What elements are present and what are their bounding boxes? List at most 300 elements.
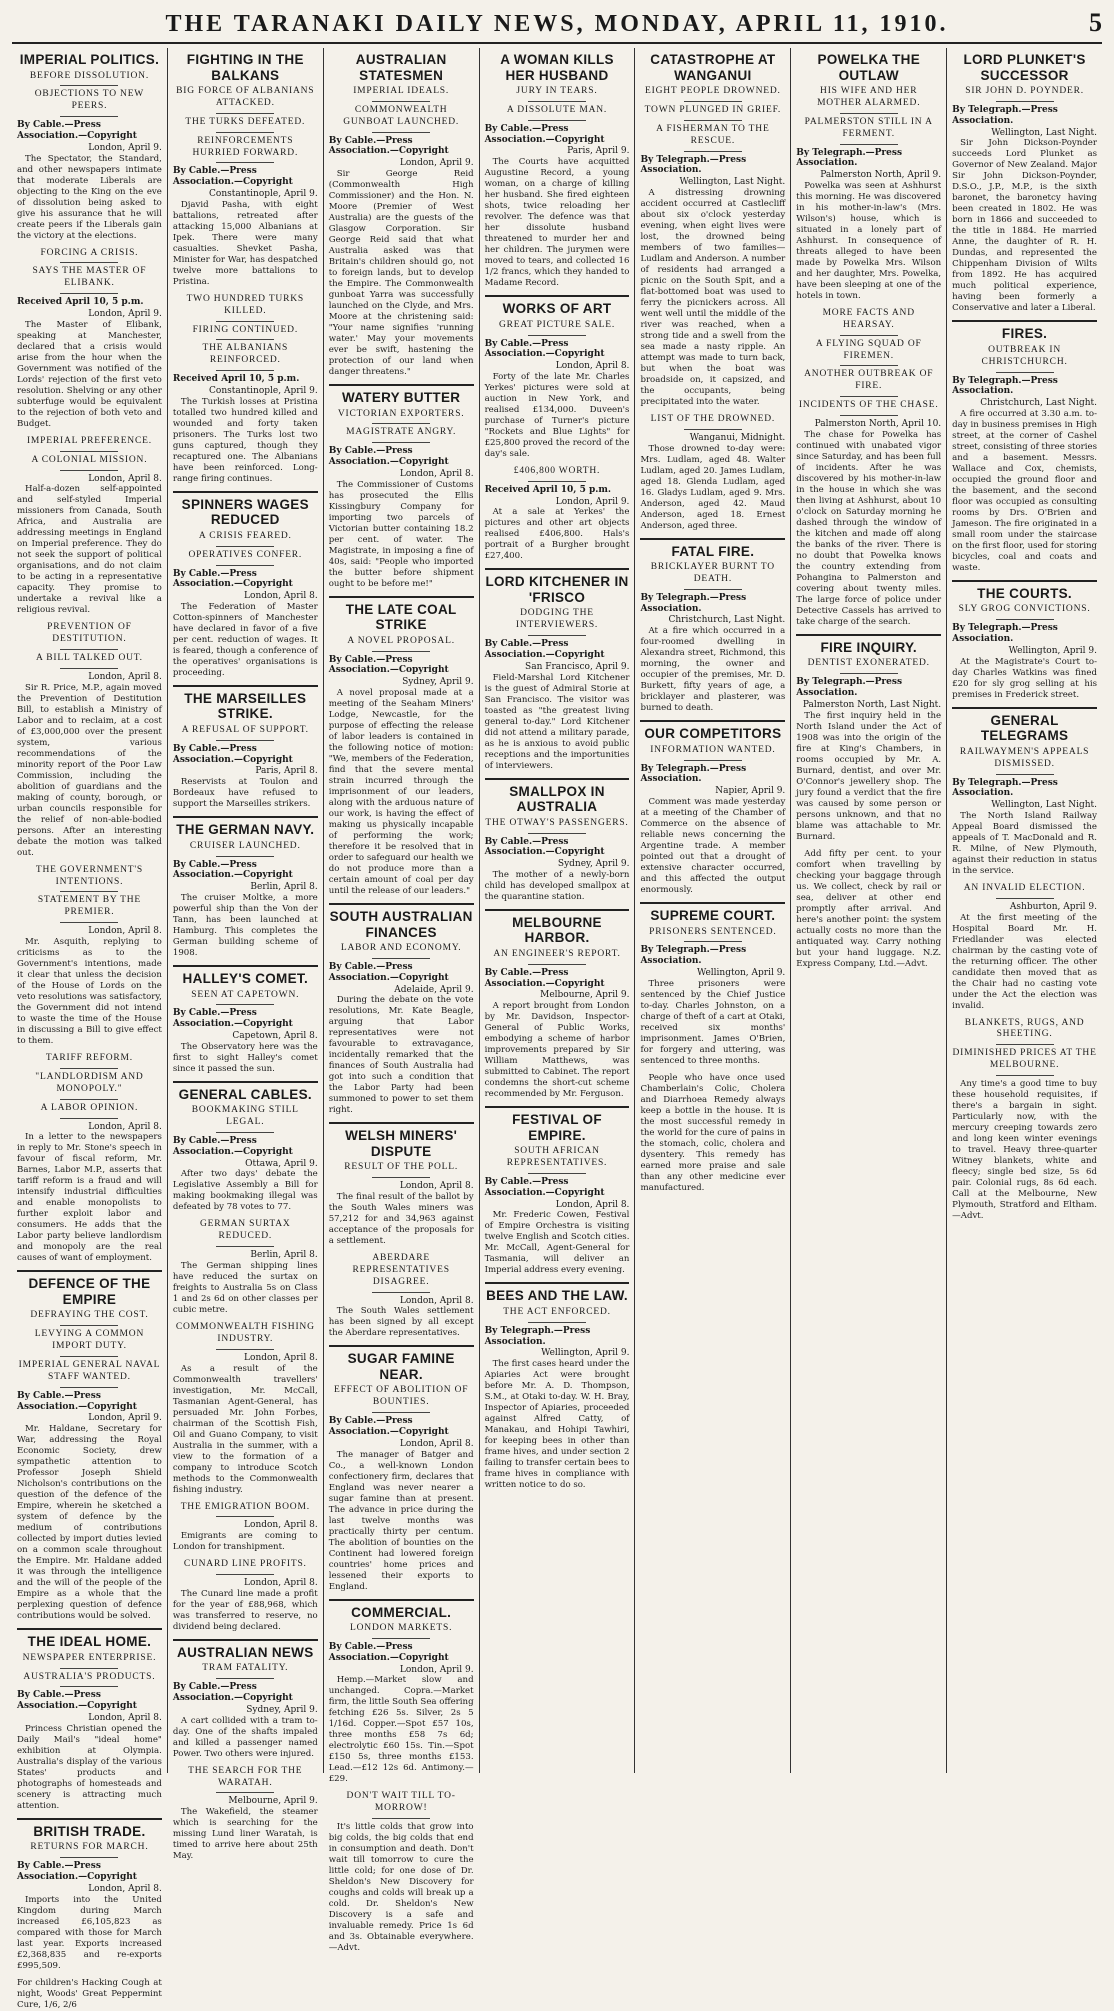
news-story bbox=[485, 778, 630, 903]
story-subheading: ANOTHER OUTBREAK OF FIRE. bbox=[804, 369, 934, 392]
subheading-rule bbox=[684, 429, 742, 430]
story-body: A novel proposal made at a meeting of the Seaham Miners' Lodge, Newcastle, for the purpose of effecting the release of labor leaders is contained in the following notice of motion: "We, members of the Federation, find that the severe mental strain incurred through the imprisonment of our leaders, along with the arduous nature of our work, is having the effect of making us physically incapable of performing the work; therefore it be resolved that in order to safeguard our health we do not produce more than a certain amount of coal per day until the release of our leaders." bbox=[328, 688, 474, 896]
story-subheading: LONDON MARKETS. bbox=[350, 1623, 453, 1634]
story-body: The Turkish losses at Pristina totalled two hundred killed and wounded and forty taken prisoners. The Turks lost two guns captured, though they recaptured one. The Albanians have been reinforced. Long-range firing continues. bbox=[172, 396, 318, 484]
story-subheading: A FLYING SQUAD OF FIREMEN. bbox=[815, 338, 922, 361]
story-byline: By Telegraph.—Press Association. bbox=[952, 375, 1058, 397]
news-story bbox=[329, 1599, 474, 1786]
story-body: During the debate on the vote resolutions, Mr. Kate Beagle, arguing that Labor representatives were not favourable to extravagance, incidentally remarked that the finances of South Australia had got into such a condition that the Labor Party had been summoned to power to set them right. bbox=[328, 995, 474, 1116]
news-story bbox=[640, 414, 785, 532]
subheading-rule bbox=[216, 1792, 274, 1793]
story-body: Sir John Dickson-Poynder succeeds Lord Plunket as Governor of New Zealand. Major Sir John Dickson-Poynder, D.S.O., J.P., M.P., is the sixth baronet, the baronetcy having been created in 1802. He was born in 1866 and succeeded to the title in 1884. He married Anne, the daughter of R. H. Dundas, and represented the Chippenham Division of Wilts from 1892. He has acquired much political experience, having been formerly a Conservative and later a Liberal. bbox=[952, 138, 1098, 314]
story-headline: FIGHTING IN THE BALKANS bbox=[186, 52, 304, 83]
story-dateline: Constantinople, April 9. bbox=[209, 385, 318, 396]
newspaper-title: THE TARANAKI DAILY NEWS, MONDAY, APRIL 11, 1910. bbox=[165, 10, 949, 37]
story-subheading: SAYS THE MASTER OF ELIBANK. bbox=[32, 266, 147, 289]
news-story bbox=[329, 1791, 474, 1954]
subheading-rule bbox=[372, 1638, 430, 1639]
subheading-rule bbox=[216, 132, 274, 133]
story-headline: POWELKA THE OUTLAW bbox=[817, 52, 920, 83]
story-body: As a result of the Commonwealth travellers' investigation, Mr. McCall, Tasmanian Agent-General, has persuaded Mr. John Forbes, chairman of the Scottish Fish, Oil and Guano Company, to visit Australia in the summer, with a view to the formation of a company to introduce Scotch methods to the Commonwealth fishing industry. bbox=[172, 1363, 318, 1495]
news-story bbox=[17, 865, 162, 1047]
story-body: Forty of the late Mr. Charles Yerkes' pictures were sold at auction in New York, and realised £134,000. Duveen's purchase of Turner's picture "Rockets and Blue Lights" for £25,800 proved the record of the day's sale. bbox=[484, 371, 630, 459]
column-divider-rule bbox=[952, 707, 1097, 709]
story-dateline: Wellington, April 9. bbox=[696, 968, 786, 979]
story-dateline: Palmerston North, April 9. bbox=[820, 170, 942, 181]
story-headline: BEES AND THE LAW. bbox=[486, 1288, 628, 1304]
story-dateline: Melbourne, April 9. bbox=[540, 990, 630, 1001]
story-headline: LORD KITCHENER IN 'FRISCO bbox=[485, 574, 629, 605]
story-byline: By Telegraph.—Press Association. bbox=[640, 945, 747, 967]
news-story bbox=[173, 1559, 318, 1633]
story-byline: By Cable.—Press Association.—Copyright bbox=[484, 338, 605, 360]
story-subheading: GERMAN SURTAX REDUCED. bbox=[199, 1219, 291, 1242]
story-headline: A WOMAN KILLS HER HUSBAND bbox=[500, 52, 614, 83]
story-subheading: NEWSPAPER ENTERPRISE. bbox=[22, 1652, 157, 1663]
story-dateline: London, April 8. bbox=[88, 473, 162, 484]
footer-advertisement: For children's Hacking Cough at night, Woods' Great Peppermint Cure, 1/6, 2/6 bbox=[17, 1977, 162, 2010]
story-byline: By Cable.—Press Association.—Copyright bbox=[172, 568, 293, 590]
story-byline: By Cable.—Press Association.—Copyright bbox=[484, 123, 605, 145]
subheading-rule bbox=[60, 85, 118, 86]
column-divider-rule bbox=[17, 1270, 162, 1272]
story-byline: By Cable.—Press Association.—Copyright bbox=[17, 120, 137, 141]
subheading-rule bbox=[684, 760, 742, 761]
story-subheading: JURY IN TEARS. bbox=[516, 86, 598, 97]
story-body: The North Island Railway Appeal Board dismissed the appeals of T. MacDonald and R. R. Milne, of New Plymouth, against their reduction in status in the service. bbox=[952, 810, 1098, 876]
story-headline: WORKS OF ART bbox=[502, 301, 612, 317]
news-story bbox=[485, 909, 630, 1100]
story-body: The first inquiry held in the North Island under the Act of 1908 was into the origin of the fire at King's Chambers, in rooms occupied by Mr. A. Burnard, dentist, and over Mr. O'Connor's jewellery shop. The jury found a verdict that the fire was caused by some person or persons unknown, and that no blame was attachable to Mr. Burnard. bbox=[796, 710, 942, 842]
story-body: A cart collided with a tram to-day. One of the shafts impaled and killed a passenger named Power. Two others were injured. bbox=[172, 1715, 318, 1759]
subheading-rule bbox=[372, 442, 430, 443]
subheading-rule bbox=[996, 1044, 1054, 1045]
story-subheading: A REFUSAL OF SUPPORT. bbox=[181, 724, 309, 735]
subheading-rule bbox=[528, 1173, 586, 1174]
story-dateline: London, April 8. bbox=[399, 468, 474, 479]
story-subheading: CUNARD LINE PROFITS. bbox=[183, 1559, 307, 1570]
story-dateline: London, April 8. bbox=[244, 591, 318, 602]
story-subheading: GREAT PICTURE SALE. bbox=[498, 319, 616, 330]
story-subheading: INCIDENTS OF THE CHASE. bbox=[798, 400, 939, 411]
story-subheading: AN ENGINEER'S REPORT. bbox=[493, 948, 621, 959]
column-divider-rule bbox=[485, 909, 630, 911]
subheading-rule bbox=[372, 651, 430, 652]
story-body: Imports into the United Kingdom during March increased £6,105,823 as compared with those for March last year. Exports increased £2,368,835 and re-exports £995,509. bbox=[17, 1894, 162, 1971]
subheading-rule bbox=[840, 396, 898, 397]
subheading-rule bbox=[60, 470, 118, 471]
story-body: Field-Marshal Lord Kitchener is the guest of Admiral Storie at San Francisco. The visitor was toasted as "the greatest living general to-day." Lord Kitchener did not attend a military parade, as he is anxious to avoid public receptions and the importunities of interviewers. bbox=[484, 672, 630, 771]
story-dateline: London, April 8. bbox=[399, 1295, 474, 1306]
column-4 bbox=[480, 48, 636, 1773]
column-divider-rule bbox=[329, 384, 474, 386]
story-byline: By Telegraph.—Press Association. bbox=[796, 677, 903, 699]
story-headline: SUGAR FAMINE NEAR. bbox=[347, 1351, 455, 1382]
subheading-rule bbox=[684, 120, 742, 121]
story-body: The Commissioner of Customs has prosecuted the Ellis Kissingbury Company for importing two parcels of Victorian butter containing 18.2 per cent. of water. The Magistrate, in imposing a fine of 40s, said: "People who imported the butter before shipment ought to be before me!" bbox=[328, 479, 474, 589]
subheading-rule bbox=[60, 1668, 118, 1669]
story-body: The chase for Powelka has continued with unabated vigor since Saturday, and has been full of incidents. After he was discovered by his mother-in-law in the house in which she was then living at Ashhurst, about 10 o'clock on Saturday morning he dashed through the window of the kitchen and made off along the banks of the river. There is no doubt that Powelka knows the country extending from Pohangina to Palmerston and covering about twenty miles. The large force of police under Detective Cassels has arrived to take charge of the search. bbox=[796, 429, 942, 627]
story-headline: SPINNERS WAGES REDUCED bbox=[181, 496, 309, 528]
story-subheading: THE ALBANIANS REINFORCED. bbox=[202, 343, 289, 366]
story-subheading: CRUISER LAUNCHED. bbox=[189, 840, 301, 851]
news-story bbox=[640, 1073, 785, 1194]
story-dateline: London, April 8. bbox=[555, 1199, 630, 1210]
story-subheading: SIR JOHN D. POYNDER. bbox=[965, 86, 1084, 97]
subheading-rule bbox=[60, 262, 118, 263]
news-story bbox=[640, 720, 785, 896]
story-body: A report brought from London by Mr. Davidson, Inspector-General of Public Works, embodying a scheme of harbor improvements prepared by Sir William Matthews, was submitted to Cabinet. The report condemns the short-cut scheme recommended by Mr. Ferguson. bbox=[484, 1001, 630, 1100]
story-byline: By Cable.—Press Association.—Copyright bbox=[172, 1008, 293, 1030]
column-divider-rule bbox=[485, 778, 630, 780]
story-headline: COMMERCIAL. bbox=[351, 1604, 452, 1620]
story-headline: FIRES. bbox=[1001, 326, 1048, 342]
story-byline: By Telegraph.—Press Association. bbox=[640, 763, 747, 785]
story-subheading: THE TURKS DEFEATED. bbox=[185, 116, 306, 127]
subheading-rule bbox=[60, 1068, 118, 1069]
subheading-rule bbox=[216, 339, 274, 340]
story-dateline: Wellington, Last Night. bbox=[991, 127, 1098, 138]
story-body: Hemp.—Market slow and unchanged. Copra.—Market firm, the little South Sea offering fetching £26 5s. Silver, 2s 5 1/16d. Copper.—Spot £57 10s, three months £58 7s 6d; electrolytic £60 15s. Tin.—Spot £150 5s, three months £153. Lead.—£12 12s 6d. Antimony.—£29. bbox=[328, 1675, 474, 1785]
column-divider-rule bbox=[485, 295, 630, 297]
story-dateline: Sydney, April 9. bbox=[402, 677, 474, 688]
news-story bbox=[173, 1322, 318, 1496]
story-byline: By Cable.—Press Association.—Copyright bbox=[172, 859, 293, 881]
story-body: Powelka was seen at Ashhurst this morning. He was discovered in his mother-in-law's (Mrs. Wilson's) house, which is situated in a lonely part of Ashhurst. In consequence of threats alleged to have been made by Powelka Mrs. Wilson and her daughter, Mrs. Powelka, have been sleeping at one of the hotels in town. bbox=[796, 180, 942, 301]
story-body: The Observatory here was the first to sight Halley's comet since it passed the sun. bbox=[172, 1041, 318, 1074]
story-subheading: PREVENTION OF DESTITUTION. bbox=[47, 622, 132, 645]
news-story bbox=[329, 1122, 474, 1247]
column-7 bbox=[947, 48, 1102, 1773]
story-dateline: London, April 8. bbox=[88, 926, 162, 937]
subheading-rule bbox=[528, 964, 586, 965]
column-divider-rule bbox=[485, 1106, 630, 1108]
story-byline: Received April 10, 5 p.m. bbox=[17, 297, 144, 308]
news-story bbox=[329, 384, 474, 590]
story-dateline: London, April 8. bbox=[399, 1438, 474, 1449]
story-dateline: London, April 8. bbox=[88, 1121, 162, 1132]
subheading-rule bbox=[216, 740, 274, 741]
story-headline: SOUTH AUSTRALIAN FINANCES bbox=[329, 909, 473, 940]
column-divider-rule bbox=[173, 965, 318, 967]
news-story bbox=[485, 466, 630, 562]
news-story bbox=[485, 295, 630, 460]
story-subheading: £406,800 WORTH. bbox=[513, 465, 601, 476]
column-2 bbox=[168, 48, 324, 1862]
story-subheading: A NOVEL PROPOSAL. bbox=[347, 635, 455, 646]
story-dateline: Paris, April 8. bbox=[255, 766, 318, 777]
story-subheading: THE SEARCH FOR THE WARATAH. bbox=[188, 1765, 303, 1788]
subheading-rule bbox=[840, 113, 898, 114]
story-dateline: Paris, April 9. bbox=[567, 146, 630, 157]
story-subheading: IMPERIAL IDEALS. bbox=[353, 86, 450, 97]
story-headline: WATERY BUTTER bbox=[341, 390, 461, 406]
news-story bbox=[173, 965, 318, 1075]
subheading-rule bbox=[60, 1099, 118, 1100]
subheading-rule bbox=[840, 673, 898, 674]
subheading-rule bbox=[216, 1246, 274, 1247]
story-byline: Received April 10, 5 p.m. bbox=[172, 374, 300, 385]
story-headline: FATAL FIRE. bbox=[671, 543, 755, 559]
story-body: People who have once used Chamberlain's Colic, Cholera and Diarrhoea Remedy always keep a bottle in the house. It is the most successful remedy in the world for the cure of pains in the stomach, colic, cholera and dysentery. This remedy has earned more praise and sale than any other medicine ever manufactured. bbox=[640, 1072, 786, 1193]
story-dateline: London, April 9. bbox=[88, 1413, 162, 1424]
subheading-rule bbox=[216, 546, 274, 547]
story-subheading: BIG FORCE OF ALBANIANS ATTACKED. bbox=[176, 86, 315, 108]
story-body: The cruiser Moltke, a more powerful ship than the Von der Tann, has been launched at Hamburg. This completes the German building scheme of 1908. bbox=[172, 893, 318, 959]
subheading-rule bbox=[60, 451, 118, 452]
story-dateline: Berlin, April 8. bbox=[250, 1250, 318, 1261]
news-story bbox=[173, 685, 318, 810]
story-byline: By Cable.—Press Association.—Copyright bbox=[484, 639, 605, 660]
story-subheading: DODGING THE INTERVIEWERS. bbox=[515, 608, 599, 631]
news-story bbox=[640, 538, 785, 715]
story-subheading: A FISHERMAN TO THE RESCUE. bbox=[656, 123, 770, 146]
news-story bbox=[329, 903, 474, 1116]
subheading-rule bbox=[684, 151, 742, 152]
column-divider-rule bbox=[329, 1122, 474, 1124]
column-divider-rule bbox=[329, 1345, 474, 1347]
story-body: The Spectator, the Standard, and other newspapers intimate that moderate Liberals are objecting to the King on the eve of dissolution being asked to give his assurance that he will create peers if the Liberals gain the victory at the elections. bbox=[17, 153, 162, 241]
story-dateline: San Francisco, April 9. bbox=[525, 661, 630, 672]
subheading-rule bbox=[528, 1322, 586, 1323]
story-headline: OUR COMPETITORS bbox=[644, 726, 782, 742]
column-divider-rule bbox=[485, 568, 630, 570]
story-byline: By Telegraph.—Press Association. bbox=[484, 1325, 591, 1347]
news-story bbox=[173, 1766, 318, 1863]
story-subheading: DENTIST EXONERATED. bbox=[807, 658, 930, 669]
subheading-rule bbox=[216, 162, 274, 163]
story-dateline: London, April 8. bbox=[555, 361, 630, 372]
story-dateline: Napier, April 9. bbox=[715, 786, 786, 797]
subheading-rule bbox=[216, 1574, 274, 1575]
column-divider-rule bbox=[640, 720, 785, 722]
story-body: The mother of a newly-born child has developed smallpox at the quarantine station. bbox=[484, 869, 630, 902]
subheading-rule bbox=[372, 1412, 430, 1413]
subheading-rule bbox=[216, 1678, 274, 1679]
subheading-rule bbox=[528, 101, 586, 102]
story-body: After two days' debate the Legislative Assembly a Bill for making bookmaking illegal was defeated by 78 votes to 77. bbox=[172, 1169, 318, 1213]
story-dateline: Berlin, April 8. bbox=[250, 882, 318, 893]
news-story bbox=[329, 596, 474, 897]
story-headline: GENERAL CABLES. bbox=[178, 1086, 312, 1102]
story-body: Comment was made yesterday at a meeting of the Chamber of Commerce on the absence of reliable news concerning the Argentine trade. A member pointed out that a drought of extensive character occurred, and this affected the output enormously. bbox=[640, 797, 786, 896]
column-divider-rule bbox=[329, 596, 474, 598]
subheading-rule bbox=[996, 372, 1054, 373]
story-byline: By Cable.—Press Association.—Copyright bbox=[172, 1136, 293, 1157]
column-divider-rule bbox=[952, 320, 1097, 322]
story-dateline: Sydney, April 9. bbox=[557, 859, 630, 870]
news-story bbox=[796, 634, 941, 843]
column-divider-rule bbox=[952, 580, 1097, 582]
subheading-rule bbox=[372, 1292, 430, 1293]
story-body: A fire occurred at 3.30 a.m. to-day in business premises in High street, at the corner of Cashel street, consisting of three stories and a basement. Messrs. Wallace and Cox, chemists, occupied the ground floor and the basement, and the second floor was occupied as consulting rooms by Drs. O'Brien and Jameson. The fire originated in a small room under the staircase on the first floor, used for storing bicycles, coal and coats and waste. bbox=[952, 408, 1098, 573]
story-body: Half-a-dozen self-appointed and self-styled Imperial missioners from Canada, South Africa, and Australia are addressing meetings in England on Imperial preference. They do not seek the support of political organisations, and do not claim to be acting in a representative capacity. They promise to undertake a revival like a religious revival. bbox=[17, 484, 162, 616]
news-story bbox=[17, 1270, 162, 1622]
story-subheading: SEEN AT CAPETOWN. bbox=[191, 989, 300, 1000]
story-byline: By Telegraph.—Press Association. bbox=[952, 623, 1058, 645]
story-body: Those drowned to-day were: Mrs. Ludlam, aged 48. Walter Ludlam, aged 20. James Ludlam, aged 18. Glenda Ludlam, aged 16. Gladys Ludlam, aged 9. Mrs. Anderson, aged 42. Maud Anderson, aged 18. Ernest Anderson, aged three. bbox=[640, 443, 786, 531]
subheading-rule bbox=[372, 101, 430, 102]
story-dateline: Wanganui, Midnight. bbox=[689, 432, 786, 443]
news-story bbox=[173, 1639, 318, 1760]
story-subheading: OBJECTIONS TO NEW PEERS. bbox=[34, 89, 145, 112]
story-body: Emigrants are coming to London for transhipment. bbox=[172, 1531, 318, 1553]
subheading-rule bbox=[216, 370, 274, 371]
story-byline: By Cable.—Press Association.—Copyright bbox=[328, 1416, 449, 1437]
story-headline: HALLEY'S COMET. bbox=[182, 971, 309, 987]
news-story bbox=[329, 52, 474, 378]
story-body: It's little colds that grow into big colds, the big colds that end in consumption and death. Don't wait till tomorrow to cure the little cold; for one dose of Dr. Sheldon's New Discovery for coughs and colds will break up a cold. Dr. Sheldon's New Discovery is a safe and invaluable remedy. Price 1s 6d and 3s. Obtainable everywhere.—Advt. bbox=[328, 1822, 474, 1954]
news-story bbox=[173, 1502, 318, 1554]
subheading-rule bbox=[840, 365, 898, 366]
story-dateline: Sydney, April 9. bbox=[246, 1704, 318, 1715]
story-body: Princess Christian opened the Daily Mail's "ideal home" exhibition at Olympia. Australia's display of the various States' products and photographs of homesteads and scenery is attracting much attention. bbox=[17, 1723, 162, 1811]
subheading-rule bbox=[528, 120, 586, 121]
column-3 bbox=[324, 48, 480, 1954]
subheading-rule bbox=[60, 293, 118, 294]
story-subheading: FORCING A CRISIS. bbox=[40, 247, 139, 258]
story-body: The South Wales settlement has been signed by all except the Aberdare representatives. bbox=[328, 1306, 474, 1339]
story-headline: SUPREME COURT. bbox=[650, 908, 776, 924]
news-story bbox=[17, 1818, 162, 1972]
story-byline: By Telegraph.—Press Association. bbox=[952, 777, 1058, 799]
story-byline: By Cable.—Press Association.—Copyright bbox=[328, 961, 449, 983]
story-dateline: Wellington, April 9. bbox=[1008, 645, 1098, 656]
story-subheading: EFFECT OF ABOLITION OF BOUNTIES. bbox=[333, 1385, 469, 1408]
subheading-rule bbox=[60, 1325, 118, 1326]
news-story bbox=[485, 568, 630, 771]
story-body: At the first meeting of the Hospital Board Mr. H. Friedlander was elected chairman by the casting vote of the returning officer. The other candidate then moved that as the Chair had no casting vote under the Act the election was invalid. bbox=[952, 912, 1098, 1011]
story-subheading: DON'T WAIT TILL TO-MORROW! bbox=[346, 1791, 456, 1814]
news-story bbox=[173, 491, 318, 679]
story-byline: By Cable.—Press Association.—Copyright bbox=[484, 1176, 605, 1198]
story-subheading: A DISSOLUTE MAN. bbox=[506, 104, 608, 115]
column-divider-rule bbox=[640, 902, 785, 904]
column-6 bbox=[791, 48, 947, 1773]
story-byline: By Telegraph.—Press Association. bbox=[952, 104, 1058, 126]
story-byline: By Cable.—Press Association.—Copyright bbox=[484, 967, 605, 989]
story-byline: By Cable.—Press Association.—Copyright bbox=[172, 743, 293, 765]
story-subheading: DEFRAYING THE COST. bbox=[30, 1310, 149, 1321]
story-byline: By Telegraph.—Press Association. bbox=[640, 154, 747, 176]
subheading-rule bbox=[60, 1356, 118, 1357]
column-divider-rule bbox=[796, 634, 941, 636]
story-byline: By Cable.—Press Association.—Copyright bbox=[17, 1690, 137, 1712]
news-story bbox=[17, 248, 162, 430]
story-subheading: LEVYING A COMMON IMPORT DUTY. bbox=[34, 1329, 145, 1352]
column-1 bbox=[12, 48, 168, 2010]
story-headline: LORD PLUNKET'S SUCCESSOR bbox=[963, 52, 1086, 83]
story-subheading: AN INVALID ELECTION. bbox=[963, 882, 1086, 893]
news-story bbox=[17, 1053, 162, 1264]
story-body: Mr. Asquith, replying to criticisms as to the Government's intentions, made it clear that unless the decision of the House of Lords on the veto resolutions was satisfactory, the Government did not intend to waste the time of the House in discussing a Bill to give effect to them. bbox=[17, 937, 162, 1047]
story-byline: By Cable.—Press Association.—Copyright bbox=[172, 166, 293, 188]
story-dateline: Wellington, Last Night. bbox=[991, 800, 1098, 811]
story-dateline: London, April 9. bbox=[555, 496, 630, 507]
story-body: Mr. Haldane, Secretary for War, addressing the Royal Economic Society, drew sympathetic attention to Professor Joseph Shield Nicholson's contributions on the question of the defence of the Empire, wherein he sketched a system of defence by the medium of contributions collected by import duties levied on a common scale throughout the Empire. Mr. Haldane added it was through the intelligence and the will of the people of the Empire as a whole that the perplexing question of defence contributions would be solved. bbox=[17, 1424, 162, 1622]
subheading-rule bbox=[528, 481, 586, 482]
story-subheading: VICTORIAN EXPORTERS. bbox=[337, 408, 465, 419]
story-subheading: THE EMIGRATION BOOM. bbox=[180, 1501, 310, 1512]
story-dateline: London, April 8. bbox=[88, 1712, 162, 1723]
story-subheading: THE ACT ENFORCED. bbox=[503, 1306, 611, 1317]
subheading-rule bbox=[216, 113, 274, 114]
column-divider-rule bbox=[173, 1081, 318, 1083]
subheading-rule bbox=[60, 891, 118, 892]
subheading-rule bbox=[996, 774, 1054, 775]
subheading-rule bbox=[528, 833, 586, 834]
subheading-rule bbox=[60, 668, 118, 669]
subheading-rule bbox=[216, 565, 274, 566]
story-subheading: SLY GROG CONVICTIONS. bbox=[958, 604, 1091, 615]
story-body: The Courts have acquitted Augustine Record, a young woman, on a charge of killing her husband. She fired eighteen shots, twice reloading her revolver. The defence was that her dissolute husband threatened to murder her and her children. The jurymen were moved to tears, and collected 16 1/2 francs, which they handed to Madame Record. bbox=[484, 157, 630, 289]
column-grid bbox=[12, 48, 1102, 2010]
story-byline: By Cable.—Press Association.—Copyright bbox=[328, 1641, 449, 1663]
story-subheading: IMPERIAL GENERAL NAVAL STAFF WANTED. bbox=[18, 1359, 161, 1382]
story-dateline: Wellington, April 9. bbox=[541, 1348, 630, 1359]
news-story bbox=[952, 1018, 1097, 1223]
subheading-rule bbox=[60, 649, 118, 650]
news-story bbox=[952, 320, 1097, 574]
news-story bbox=[952, 580, 1097, 701]
story-subheading: MORE FACTS AND HEARSAY. bbox=[822, 307, 915, 330]
news-story bbox=[17, 622, 162, 858]
subheading-rule bbox=[372, 132, 430, 133]
subheading-rule bbox=[216, 1516, 274, 1517]
story-subheading: BLANKETS, RUGS, AND SHEETING. bbox=[964, 1017, 1085, 1040]
story-byline: By Cable.—Press Association.—Copyright bbox=[328, 135, 449, 157]
story-body: The Cunard line made a profit for the year of £88,968, which was transferred to reserve, no dividend being declared. bbox=[172, 1588, 318, 1632]
story-body: The manager of Batger and Co., a well-known London confectionery firm, declares that England was never nearer a sugar famine than at present. The advance in price during the last twelve months was practically thirty per centum. The abolition of bounties on the Continent had lowered foreign countries' home prices and lessened their exports to England. bbox=[328, 1449, 474, 1592]
column-divider-rule bbox=[485, 1282, 630, 1284]
subheading-rule bbox=[528, 635, 586, 636]
news-story bbox=[17, 1628, 162, 1812]
story-headline: SMALLPOX IN AUSTRALIA bbox=[509, 783, 605, 815]
subheading-rule bbox=[996, 1075, 1054, 1076]
story-subheading: TWO HUNDRED TURKS KILLED. bbox=[186, 293, 304, 316]
story-body: The German shipping lines have reduced the surtax on freights to Australia 5s on Class 1 and 2s 6d on other classes per cubic metre. bbox=[172, 1261, 318, 1315]
story-subheading: COMMONWEALTH GUNBOAT LAUNCHED. bbox=[343, 104, 460, 127]
story-subheading: MAGISTRATE ANGRY. bbox=[346, 427, 457, 438]
subheading-rule bbox=[216, 321, 274, 322]
subheading-rule bbox=[684, 589, 742, 590]
story-byline: Received April 10, 5 p.m. bbox=[484, 484, 612, 495]
story-subheading: OPERATIVES CONFER. bbox=[188, 549, 303, 560]
story-subheading: BOOKMAKING STILL LEGAL. bbox=[191, 1105, 299, 1128]
subheading-rule bbox=[372, 958, 430, 959]
subheading-rule bbox=[372, 423, 430, 424]
story-dateline: London, April 8. bbox=[399, 1181, 474, 1192]
story-dateline: Ashburton, April 9. bbox=[1009, 901, 1098, 912]
news-story bbox=[173, 1219, 318, 1316]
column-divider-rule bbox=[173, 491, 318, 493]
story-subheading: EIGHT PEOPLE DROWNED. bbox=[645, 86, 781, 97]
story-dateline: Christchurch, Last Night. bbox=[980, 398, 1098, 409]
story-headline: THE COURTS. bbox=[977, 585, 1072, 601]
news-story bbox=[952, 707, 1097, 877]
story-dateline: Wellington, Last Night. bbox=[679, 177, 786, 188]
story-subheading: BEFORE DISSOLUTION. bbox=[29, 70, 150, 81]
story-dateline: Palmerston North, April 10. bbox=[814, 419, 942, 430]
news-story bbox=[173, 294, 318, 485]
story-subheading: A LABOR OPINION. bbox=[40, 1102, 139, 1113]
story-dateline: Ottawa, April 9. bbox=[245, 1158, 318, 1169]
story-dateline: London, April 8. bbox=[244, 1520, 318, 1531]
subheading-rule bbox=[216, 856, 274, 857]
story-subheading: LIST OF THE DROWNED. bbox=[650, 413, 776, 424]
story-subheading: TRAM FATALITY. bbox=[202, 1663, 289, 1674]
subheading-rule bbox=[840, 144, 898, 145]
